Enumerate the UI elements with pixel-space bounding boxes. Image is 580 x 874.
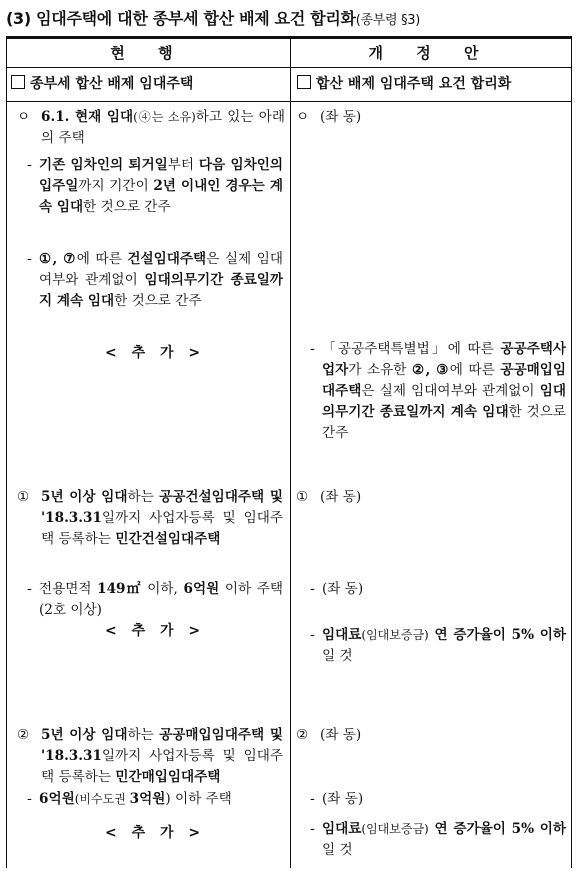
current-column <box>7 39 290 869</box>
header-proposed: 개 정 안 <box>368 44 493 62</box>
add-marker: < 추 가 > <box>105 623 206 639</box>
list-item: - (좌 동) <box>310 581 364 597</box>
list-item: ① 5년 이상 임대하는 공공건설임대주택 및 '18.3.31일까지 사업자등록 및 임대주택 등록하는 민간건설임대주택 <box>17 489 283 547</box>
list-item: ② (좌 동) <box>296 727 362 743</box>
list-item: - ①, ⑦에 따른 건설임대주택은 실제 임대여부와 관계없이 임대의무기간 종료일까지 계속 임대한 것으로 간주 <box>27 251 283 309</box>
add-marker: < 추 가 > <box>105 345 206 361</box>
list-item: - 6억원(비수도권 3억원) 이하 주택 <box>27 791 232 807</box>
list-item: ㅇ 6.1. 현재 임대(④는 소유)하고 있는 아래의 주택 <box>17 109 285 146</box>
list-item: - 전용면적 149㎡ 이하, 6억원 이하 주택(2호 이상) <box>27 581 283 618</box>
title-reference: (종부령 §3) <box>355 13 421 28</box>
add-marker: < 추 가 > <box>105 825 206 841</box>
document-title <box>6 6 420 29</box>
title-main: (3) 임대주택에 대한 종부세 합산 배제 요건 합리화 <box>6 9 356 28</box>
header-current: 현 행 <box>110 44 187 62</box>
list-item: - 「공공주택특별법」에 따른 공공주택사업자가 소유한 ②, ③에 따른 공공매입임대주택은 실제 임대여부와 관계없이 임대의무기간 종료일까지 계속 임대한 것으로 간주 <box>310 341 566 441</box>
list-item: ② 5년 이상 임대하는 공공매입임대주택 및 '18.3.31일까지 사업자등록 및 임대주택 등록하는 민간매입임대주택 <box>17 727 283 785</box>
section-proposed: 합산 배제 임대주택 요건 합리화 <box>297 73 511 95</box>
column-divider <box>290 39 291 868</box>
list-item: - 기존 임차인의 퇴거일부터 다음 임차인의 입주일까지 기간이 2년 이내인 경우는 계속 임대한 것으로 간주 <box>27 157 283 215</box>
proposed-column <box>292 39 570 869</box>
list-item: - 임대료(임대보증금) 연 증가율이 5% 이하일 것 <box>310 821 566 858</box>
list-item: - (좌 동) <box>310 791 364 807</box>
list-item: ① (좌 동) <box>296 489 362 505</box>
comparison-table <box>6 36 572 868</box>
list-item: ㅇ (좌 동) <box>296 109 362 125</box>
section-current: 종부세 합산 배제 임대주택 <box>11 73 193 95</box>
list-item: - 임대료(임대보증금) 연 증가율이 5% 이하일 것 <box>310 627 566 664</box>
